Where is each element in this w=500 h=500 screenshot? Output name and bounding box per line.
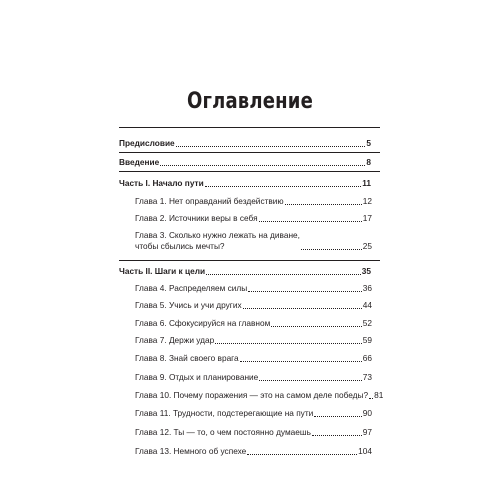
toc-entry-preface[interactable]	[119, 138, 371, 149]
dot-leader	[205, 186, 362, 187]
toc-entry-page: 97	[362, 427, 372, 437]
toc-entry-chapter-10[interactable]	[135, 390, 384, 401]
dot-leader	[314, 416, 361, 417]
toc-entry-page: 104	[358, 446, 372, 456]
divider	[119, 152, 380, 153]
toc-entry-label: Глава 11. Трудности, подстерегающие на пути	[135, 408, 314, 418]
toc-entry-label: Глава 5. Учись и учи других	[135, 300, 242, 310]
toc-entry-chapter-9[interactable]	[135, 372, 372, 383]
dot-leader	[176, 146, 366, 147]
dot-leader	[206, 274, 361, 275]
toc-entry-chapter-12[interactable]	[135, 427, 372, 438]
toc-entry-chapter-4[interactable]	[135, 283, 372, 294]
toc-entry-chapter-7[interactable]	[135, 335, 372, 346]
toc-entry-label: Глава 8. Знай своего врага	[135, 353, 239, 363]
toc-entry-label: Глава 4. Распределяем силы	[135, 283, 248, 293]
toc-entry-label: Введение	[119, 157, 160, 167]
toc-entry-page: 11	[362, 178, 371, 188]
toc-entry-page: 81	[374, 390, 384, 400]
dot-leader	[215, 343, 362, 344]
toc-entry-label: Глава 1. Нет оправданий бездействию	[135, 196, 284, 206]
toc-entry-page: 35	[361, 266, 371, 276]
toc-entry-page: 25	[362, 241, 372, 251]
divider	[119, 260, 380, 261]
toc-entry-label: Глава 7. Держи удар	[135, 335, 215, 345]
page-title: Оглавление	[187, 89, 313, 114]
dot-leader	[312, 435, 362, 436]
toc-entry-label-line-2: чтобы сбылись мечты?	[135, 241, 225, 251]
toc-entry-label: Глава 10. Почему поражения — это на самом деле победы?	[135, 390, 369, 400]
toc-entry-label: Предисловие	[119, 138, 175, 148]
toc-entry-page: 5	[366, 138, 371, 148]
divider	[119, 171, 380, 172]
dot-leader	[240, 361, 362, 362]
toc-entry-label: Глава 6. Сфокусируйся на главном	[135, 318, 271, 328]
toc-entry-page: 90	[362, 408, 372, 418]
dot-leader	[247, 454, 357, 455]
toc-entry-label: Глава 12. Ты — то, о чем постоянно думаешь	[135, 427, 311, 437]
toc-entry-page: 44	[362, 300, 372, 310]
toc-entry-chapter-13[interactable]	[135, 446, 372, 457]
toc-entry-label: Глава 9. Отдых и планирование	[135, 372, 259, 382]
dot-leader	[301, 249, 362, 250]
toc-entry-chapter-6[interactable]	[135, 318, 372, 329]
toc-entry-label-line-1: Глава 3. Сколько нужно лежать на диване,	[135, 230, 300, 240]
toc-entry-page: 36	[362, 283, 372, 293]
toc-entry-chapter-11[interactable]	[135, 408, 372, 419]
dot-leader	[369, 398, 373, 399]
toc-entry-page: 66	[362, 353, 372, 363]
toc-entry-part-1[interactable]	[119, 178, 371, 189]
toc-entry-page: 12	[362, 196, 372, 206]
toc-entry-introduction[interactable]	[119, 157, 371, 168]
toc-entry-label: Часть I. Начало пути	[119, 178, 204, 188]
dot-leader	[259, 221, 362, 222]
toc-entry-page: 52	[362, 318, 372, 328]
toc-entry-label: Глава 13. Немного об успехе	[135, 446, 247, 456]
toc-entry-page: 73	[362, 372, 372, 382]
toc-entry-label: Часть II. Шаги к цели	[119, 266, 206, 276]
toc-entry-label: Глава 2. Источники веры в себя	[135, 213, 258, 223]
dot-leader	[160, 165, 365, 166]
toc-entry-part-2[interactable]	[119, 266, 371, 277]
toc-entry-chapter-8[interactable]	[135, 353, 372, 364]
toc-entry-chapter-1[interactable]	[135, 196, 372, 207]
divider	[119, 127, 380, 128]
toc-entry-page: 8	[366, 157, 371, 167]
dot-leader	[243, 308, 362, 309]
dot-leader	[285, 204, 362, 205]
dot-leader	[248, 291, 362, 292]
toc-entry-label	[135, 230, 300, 252]
toc-entry-page: 17	[362, 213, 372, 223]
toc-entry-page: 59	[362, 335, 372, 345]
toc-entry-chapter-5[interactable]	[135, 300, 372, 311]
dot-leader	[271, 326, 361, 327]
toc-entry-chapter-3[interactable]	[135, 230, 372, 252]
toc-entry-chapter-2[interactable]	[135, 213, 372, 224]
dot-leader	[259, 380, 361, 381]
